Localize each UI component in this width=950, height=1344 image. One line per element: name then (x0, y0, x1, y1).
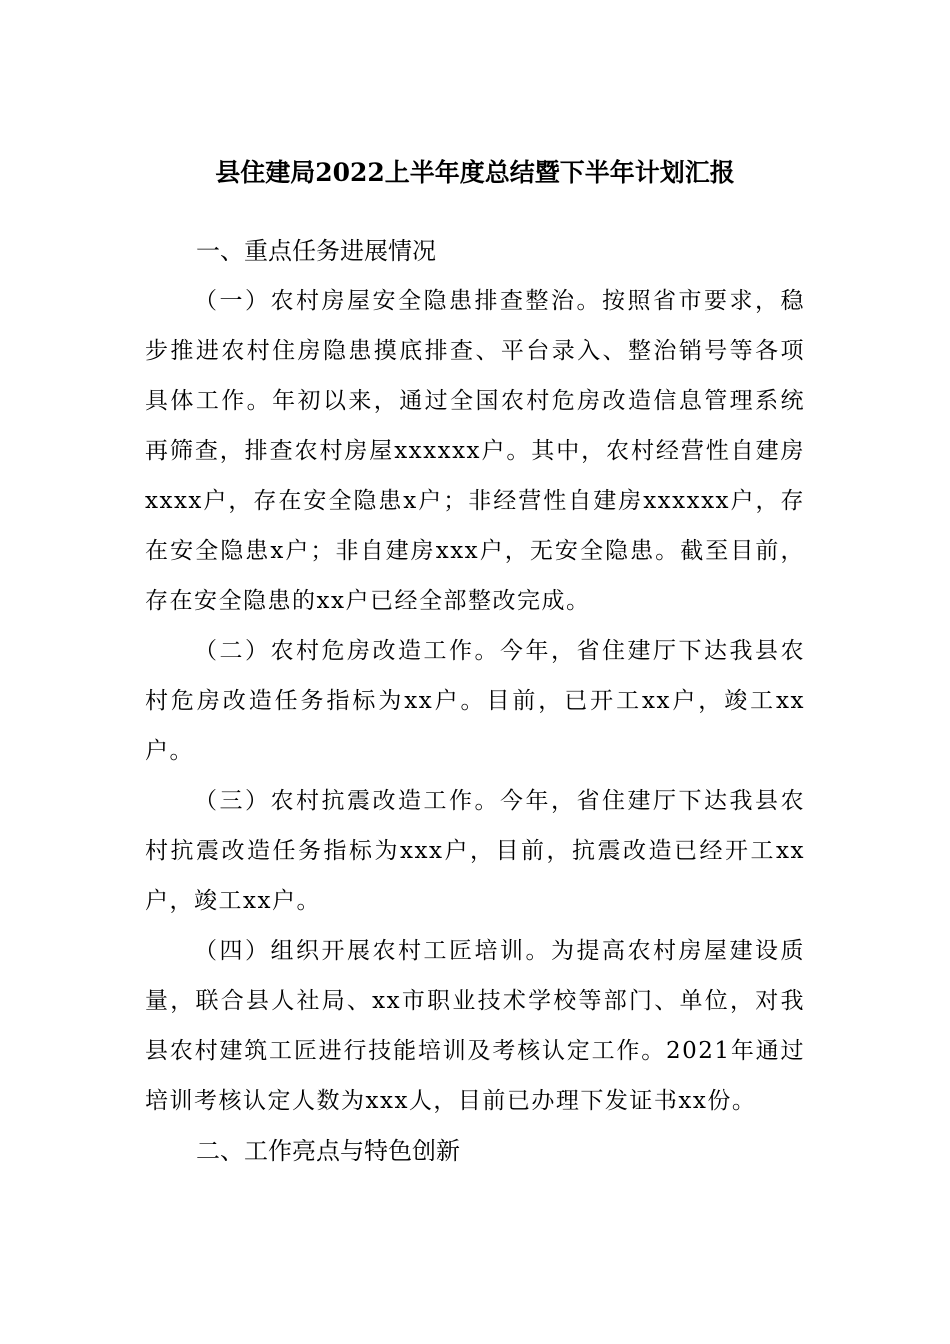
paragraph-rural-housing-safety: （一）农村房屋安全隐患排查整治。按照省市要求，稳步推进农村住房隐患摸底排查、平台录入、整治销号等各项具体工作。年初以来，通过全国农村危房改造信息管理系统再筛查，排查农村房屋xxxxxx户。其中，农村经营性自建房xxxx户，存在安全隐患x户；非经营性自建房xxxxxx户，存在安全隐患x户；非自建房xxx户，无安全隐患。截至目前，存在安全隐患的xx户已经全部整改完成。 (145, 288, 805, 614)
document-body (145, 226, 805, 1176)
paragraph-dilapidated-housing: （二）农村危房改造工作。今年，省住建厅下达我县农村危房改造任务指标为xx户。目前，已开工xx户，竣工xx户。 (145, 638, 805, 764)
paragraph-craftsman-training: （四）组织开展农村工匠培训。为提高农村房屋建设质量，联合县人社局、xx市职业技术学校等部门、单位，对我县农村建筑工匠进行技能培训及考核认定工作。2021年通过培训考核认定人数为xxx人，目前已办理下发证书xx份。 (145, 938, 805, 1114)
paragraph-seismic-retrofit: （三）农村抗震改造工作。今年，省住建厅下达我县农村抗震改造任务指标为xxx户，目前，抗震改造已经开工xx户，竣工xx户。 (145, 788, 805, 914)
section-heading-1: 一、重点任务进展情况 (196, 237, 436, 265)
document-title: 县住建局2022上半年度总结暨下半年计划汇报 (215, 158, 735, 187)
section-heading-2: 二、工作亮点与特色创新 (196, 1137, 460, 1165)
